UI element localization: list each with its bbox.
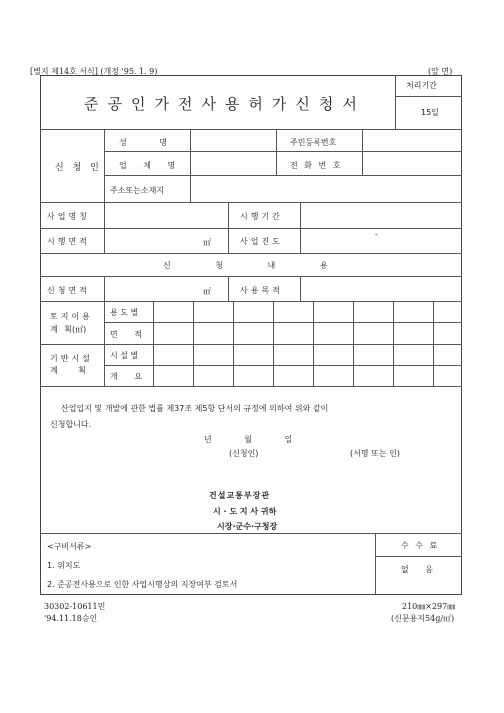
line-fee-left bbox=[375, 533, 376, 595]
line-applicant-1 bbox=[104, 151, 462, 152]
line-infra-mid bbox=[104, 365, 462, 366]
facility-label: 시 설 별 bbox=[110, 351, 139, 360]
line-applicant-mid bbox=[276, 129, 277, 175]
usage-purpose-label: 사용목적 bbox=[240, 286, 283, 295]
processing-period-label: 처리기간 bbox=[406, 81, 437, 90]
line-plan-label bbox=[104, 301, 105, 386]
statement-line-2: 신청합니다. bbox=[50, 420, 92, 429]
line-request-label bbox=[104, 276, 105, 301]
fee-value: 없 음 bbox=[401, 565, 433, 574]
business-area-label: 시행면적 bbox=[47, 237, 90, 246]
infra-plan-label-1: 기반시설 bbox=[50, 354, 93, 363]
line-infra-bottom bbox=[40, 386, 462, 387]
line-land-mid bbox=[104, 322, 462, 323]
business-progress-value: - bbox=[375, 230, 378, 239]
infra-plan-label-2: 계 획 bbox=[50, 366, 86, 375]
phone-number-label: 전 화 번 호 bbox=[290, 161, 343, 170]
page-side-label: (앞 면) bbox=[428, 67, 453, 76]
line-business-2 bbox=[40, 253, 462, 254]
line-plan-col5 bbox=[353, 301, 354, 386]
form-title: 준공인가전사용허가신청서 bbox=[84, 95, 366, 113]
line-plan-col7 bbox=[433, 301, 434, 386]
line-plan-col3 bbox=[273, 301, 274, 386]
line-applicant-2 bbox=[104, 175, 462, 176]
line-plan-col2 bbox=[233, 301, 234, 386]
statement-line-1: 산업입지 및 개발에 관한 법률 제37조 제5항 단서의 규정에 의하여 위와 같이 bbox=[61, 404, 329, 413]
recipient-minister: 건설교통부장관 bbox=[209, 491, 271, 500]
company-name-label: 업 체 명 bbox=[119, 161, 176, 170]
form-reference: [별지 제14호 서식] (개정 '95. 1. 9) bbox=[30, 67, 158, 76]
line-request-value bbox=[300, 276, 301, 301]
business-name-label: 사업명칭 bbox=[47, 212, 90, 221]
signature-label: (서명 또는 인) bbox=[350, 449, 400, 458]
line-processing-mid bbox=[395, 96, 462, 97]
line-business-mid bbox=[228, 202, 229, 253]
processing-period-value: 15일 bbox=[421, 108, 439, 117]
approval-date: '94.11.18승인 bbox=[44, 614, 98, 623]
area-label: 면 적 bbox=[110, 330, 142, 339]
paper-size: 210㎜×297㎜ bbox=[402, 602, 456, 611]
form-code: 30302-10611민 bbox=[44, 602, 106, 611]
required-document-1: 1. 위치도 bbox=[47, 561, 81, 570]
business-progress-label: 사업진도 bbox=[240, 237, 283, 246]
paper-type: (신문용지54g/㎡) bbox=[391, 614, 455, 623]
recipient-mayor: 시장·군수·구청장 bbox=[217, 522, 278, 531]
request-content-header: 신 청 내 용 bbox=[163, 261, 328, 270]
request-area-label: 신청면적 bbox=[47, 286, 90, 295]
land-plan-label-1: 토지이용 bbox=[50, 312, 93, 321]
line-applicant-left bbox=[104, 129, 105, 202]
business-period-label: 시행기간 bbox=[240, 212, 283, 221]
line-plan-col4 bbox=[313, 301, 314, 386]
line-applicant-value1 bbox=[190, 129, 191, 202]
request-area-unit: ㎡ bbox=[203, 287, 211, 296]
line-plan-col6 bbox=[393, 301, 394, 386]
registration-number-label: 주민등록번호 bbox=[290, 138, 337, 147]
date-line: 년 월 일 bbox=[204, 435, 293, 444]
line-business-label bbox=[104, 202, 105, 253]
fee-label: 수 수 료 bbox=[401, 541, 440, 550]
line-request-mid bbox=[228, 276, 229, 301]
usage-label: 용 도 별 bbox=[110, 308, 139, 317]
name-label: 성 명 bbox=[119, 138, 167, 147]
line-plan-sub bbox=[153, 301, 154, 386]
applicant-section-label: 신 청 인 bbox=[55, 163, 102, 173]
line-plan-col1 bbox=[193, 301, 194, 386]
applicant-sign-label: (신청인) bbox=[229, 449, 259, 458]
line-processing-left bbox=[395, 75, 396, 129]
summary-label: 개 요 bbox=[110, 372, 142, 381]
address-label: 주소또는소재지 bbox=[110, 186, 165, 195]
line-business-value bbox=[300, 202, 301, 253]
line-fee-mid bbox=[375, 556, 462, 557]
line-statement-bottom bbox=[40, 533, 462, 534]
required-document-2: 2. 준공전사용으로 인한 사업시행상의 지장여부 검토서 bbox=[47, 580, 238, 589]
recipient-governor: 시 · 도 지 사 귀하 bbox=[213, 507, 277, 516]
business-area-unit: ㎡ bbox=[203, 238, 211, 247]
required-documents-header: <구비서류> bbox=[47, 542, 92, 551]
land-plan-label-2: 계 획(㎡) bbox=[50, 325, 87, 334]
line-applicant-value2 bbox=[362, 129, 363, 175]
